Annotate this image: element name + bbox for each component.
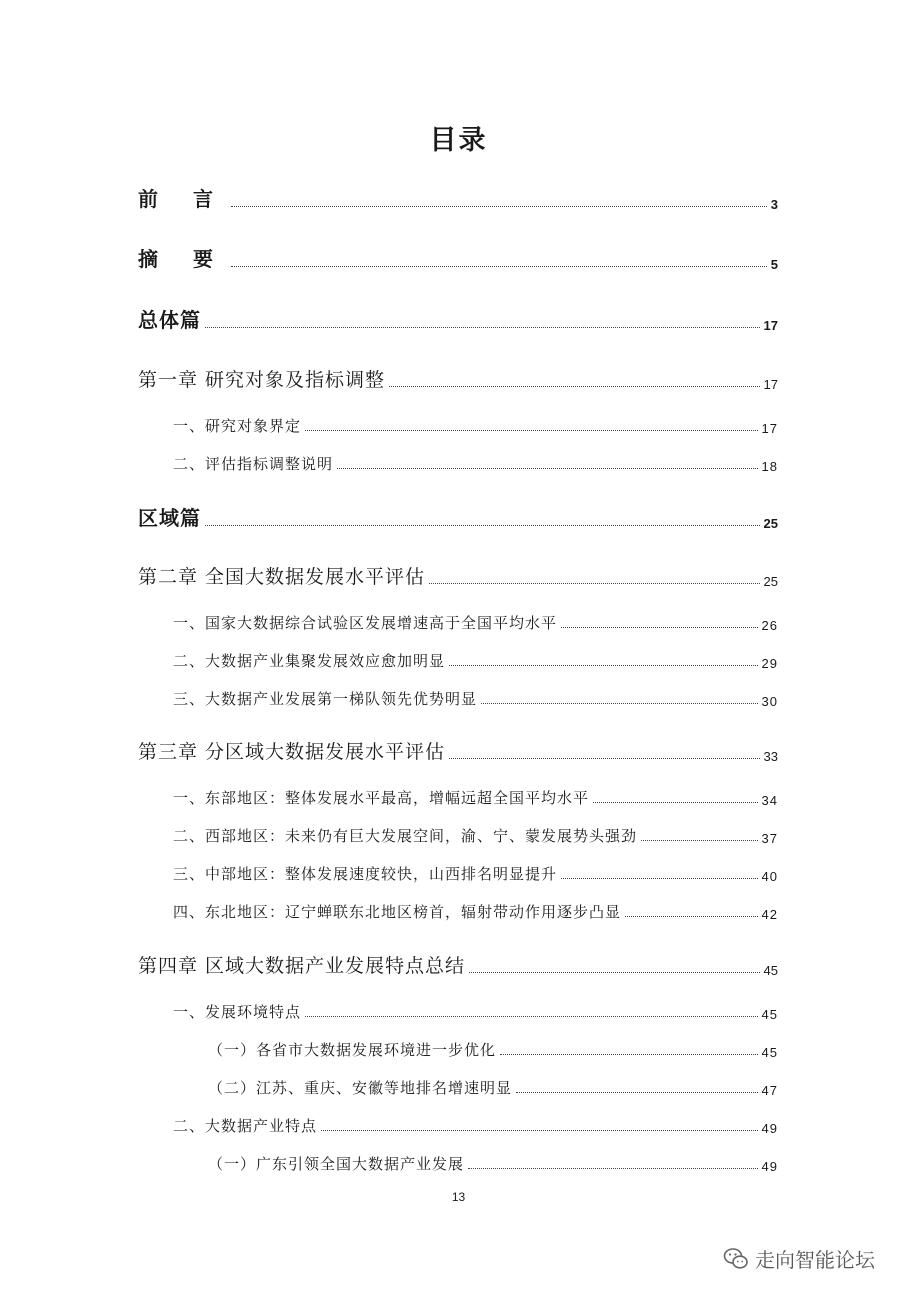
toc-page-number: 30 <box>761 694 778 709</box>
toc-page-number: 25 <box>763 574 778 589</box>
toc-label: 第一章 研究对象及指标调整 <box>138 369 386 391</box>
toc-entry-section[interactable] <box>173 612 778 633</box>
toc-page-number: 45 <box>763 963 778 978</box>
toc-leader <box>593 802 758 803</box>
toc-leader <box>481 703 758 704</box>
toc-page-number: 33 <box>763 749 778 764</box>
toc-entry-section[interactable] <box>173 825 778 846</box>
toc-entry-section[interactable] <box>173 1001 778 1022</box>
toc-leader <box>469 972 759 973</box>
toc-entry-section[interactable] <box>173 688 778 709</box>
toc-page-number: 47 <box>761 1083 778 1098</box>
toc-label: 二、大数据产业特点 <box>173 1117 318 1135</box>
wechat-icon <box>723 1247 749 1271</box>
page-number: 13 <box>451 1190 466 1204</box>
toc-label: 第二章 全国大数据发展水平评估 <box>138 566 426 588</box>
toc-page-number: 17 <box>763 318 778 333</box>
toc-page-number: 25 <box>763 516 778 531</box>
toc-leader <box>429 583 759 584</box>
toc-entry-section[interactable] <box>173 863 778 884</box>
toc-label: （一）各省市大数据发展环境进一步优化 <box>208 1041 497 1059</box>
toc-entry-chapter-2[interactable] <box>138 562 778 589</box>
toc-label: 总体篇 <box>138 308 201 332</box>
toc-page-number: 45 <box>761 1045 778 1060</box>
toc-page-number: 42 <box>761 907 778 922</box>
toc-entry-subsection[interactable] <box>208 1039 778 1060</box>
toc-leader <box>337 468 758 469</box>
toc-leader <box>449 758 759 759</box>
toc-entry-subsection[interactable] <box>208 1077 778 1098</box>
toc-entry-section[interactable] <box>173 787 778 808</box>
toc-label: 前 言 <box>138 187 227 211</box>
toc-label: （二）江苏、重庆、安徽等地排名增速明显 <box>208 1079 513 1097</box>
toc-page-number: 5 <box>770 257 778 272</box>
toc-page-number: 37 <box>761 831 778 846</box>
toc-leader <box>205 327 760 328</box>
toc-label: 区域篇 <box>138 506 201 530</box>
toc-label: 三、大数据产业发展第一梯队领先优势明显 <box>173 690 478 708</box>
toc-page-number: 17 <box>763 377 778 392</box>
watermark-text: 走向智能论坛 <box>755 1248 875 1272</box>
toc-leader <box>468 1168 758 1169</box>
toc-label: 摘 要 <box>138 247 227 271</box>
toc-page-number: 3 <box>770 197 778 212</box>
watermark <box>723 1244 875 1273</box>
toc-page-number: 26 <box>761 618 778 633</box>
toc-label: 一、研究对象界定 <box>173 417 302 435</box>
toc-page-number: 17 <box>761 421 778 436</box>
toc-leader <box>641 840 758 841</box>
toc-entry-chapter-1[interactable] <box>138 365 778 392</box>
toc-label: 一、发展环境特点 <box>173 1003 302 1021</box>
toc-label: 一、东部地区：整体发展水平最高，增幅远超全国平均水平 <box>173 789 590 807</box>
toc-label: 一、国家大数据综合试验区发展增速高于全国平均水平 <box>173 614 558 632</box>
toc-label: 四、东北地区：辽宁蝉联东北地区榜首，辐射带动作用逐步凸显 <box>173 903 622 921</box>
toc-leader <box>205 525 760 526</box>
toc-entry-overall-part[interactable] <box>138 304 778 333</box>
toc-entry-chapter-4[interactable] <box>138 951 778 978</box>
toc-page-number: 40 <box>761 869 778 884</box>
toc-entry-preface[interactable] <box>138 183 778 212</box>
toc-entry-abstract[interactable] <box>138 243 778 272</box>
toc-entry-section[interactable] <box>173 453 778 474</box>
toc-entry-section[interactable] <box>173 901 778 922</box>
toc-label: 二、评估指标调整说明 <box>173 455 334 473</box>
toc-label: 第四章 区域大数据产业发展特点总结 <box>138 955 466 977</box>
toc-entry-regional-part[interactable] <box>138 502 778 531</box>
toc-label: 第三章 分区域大数据发展水平评估 <box>138 741 446 763</box>
toc-leader <box>231 206 767 207</box>
toc-page-number: 29 <box>761 656 778 671</box>
toc-label: 三、中部地区：整体发展速度较快，山西排名明显提升 <box>173 865 558 883</box>
toc-label: 二、西部地区：未来仍有巨大发展空间，渝、宁、蒙发展势头强劲 <box>173 827 638 845</box>
toc-leader <box>625 916 758 917</box>
toc-page-number: 45 <box>761 1007 778 1022</box>
toc-entry-chapter-3[interactable] <box>138 737 778 764</box>
toc-leader <box>389 386 759 387</box>
toc-entry-section[interactable] <box>173 1115 778 1136</box>
toc-entry-section[interactable] <box>173 415 778 436</box>
toc-leader <box>305 430 758 431</box>
toc-page-number: 49 <box>761 1159 778 1174</box>
toc-leader <box>500 1054 758 1055</box>
toc-entry-subsection[interactable] <box>208 1153 778 1174</box>
toc-leader <box>516 1092 758 1093</box>
toc-entry-section[interactable] <box>173 650 778 671</box>
toc-leader <box>561 627 758 628</box>
toc-leader <box>321 1130 758 1131</box>
toc-page-number: 34 <box>761 793 778 808</box>
toc-leader <box>231 266 767 267</box>
toc-leader <box>561 878 758 879</box>
toc-label: （一）广东引领全国大数据产业发展 <box>208 1155 465 1173</box>
toc-leader <box>305 1016 758 1017</box>
toc-page-number: 18 <box>761 459 778 474</box>
toc-leader <box>449 665 758 666</box>
toc-page-number: 49 <box>761 1121 778 1136</box>
toc-label: 二、大数据产业集聚发展效应愈加明显 <box>173 652 446 670</box>
page-title: 目录 <box>429 125 488 156</box>
